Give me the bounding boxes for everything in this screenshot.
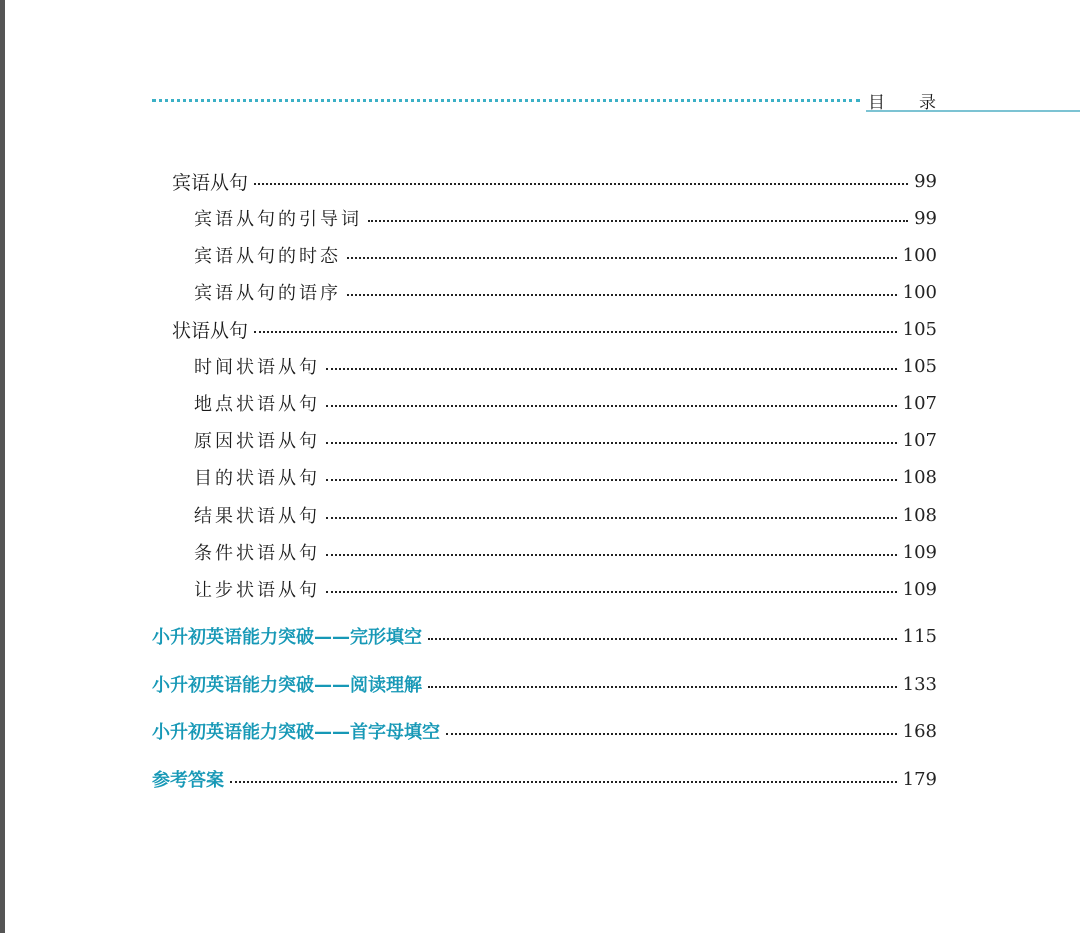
toc-dot-leader xyxy=(326,442,897,444)
toc-entry-title: 结果状语从句 xyxy=(194,506,320,527)
toc-entry-title: 小升初英语能力突破——阅读理解 xyxy=(152,675,422,696)
toc-entry[interactable] xyxy=(194,277,937,307)
toc-entry-title: 小升初英语能力突破——首字母填空 xyxy=(152,722,440,743)
toc-entry-page: 105 xyxy=(902,355,937,377)
toc-dot-leader xyxy=(446,733,897,735)
toc-entry-page: 109 xyxy=(902,578,937,600)
toc-entry-page: 100 xyxy=(902,281,937,303)
toc-section-entry[interactable] xyxy=(152,669,937,699)
toc-entry-title: 原因状语从句 xyxy=(194,431,320,452)
header-underline xyxy=(866,110,1080,112)
toc-entry[interactable] xyxy=(194,574,937,604)
toc-entry-title: 宾语从句的语序 xyxy=(194,283,341,304)
toc-entry-page: 108 xyxy=(902,504,937,526)
toc-entry-page: 179 xyxy=(902,768,937,790)
toc-dot-leader xyxy=(428,686,897,688)
toc-entry-title: 目的状语从句 xyxy=(194,468,320,489)
header-title-char-2: 录 xyxy=(919,93,970,113)
toc-section-entry[interactable] xyxy=(152,716,937,746)
page-header xyxy=(152,88,1080,114)
toc-entry-title: 小升初英语能力突破——完形填空 xyxy=(152,627,422,648)
toc-dot-leader xyxy=(428,638,897,640)
toc-entry-page: 133 xyxy=(902,673,937,695)
toc-entry[interactable] xyxy=(172,166,937,196)
toc-entry[interactable] xyxy=(194,240,937,270)
toc-dot-leader xyxy=(230,781,897,783)
toc-entry-page: 105 xyxy=(902,318,937,340)
toc-entry-page: 107 xyxy=(902,429,937,451)
toc-entry-title: 参考答案 xyxy=(152,770,224,791)
toc-entry[interactable] xyxy=(194,537,937,567)
toc-entry[interactable] xyxy=(194,388,937,418)
toc-entry-page: 168 xyxy=(902,720,937,742)
toc-entry-title: 宾语从句的时态 xyxy=(194,246,341,267)
header-title-char-1: 目 xyxy=(868,93,919,113)
toc-entry-page: 107 xyxy=(902,392,937,414)
toc-dot-leader xyxy=(254,331,897,333)
toc-dot-leader xyxy=(326,479,897,481)
toc-dot-leader xyxy=(326,517,897,519)
toc-entry-title: 地点状语从句 xyxy=(194,394,320,415)
toc-entry-page: 99 xyxy=(914,170,937,192)
toc-dot-leader xyxy=(347,294,897,296)
toc-entry-page: 108 xyxy=(902,466,937,488)
toc-entry-title: 状语从句 xyxy=(172,319,249,342)
toc-dot-leader xyxy=(368,220,908,222)
toc-entry-page: 115 xyxy=(902,625,937,647)
header-dotted-rule xyxy=(152,99,860,102)
toc-entry[interactable] xyxy=(172,314,937,344)
toc-entry[interactable] xyxy=(194,351,937,381)
toc-entry-title: 宾语从句 xyxy=(172,171,249,194)
toc-dot-leader xyxy=(347,257,897,259)
toc-dot-leader xyxy=(326,554,897,556)
toc-entry-title: 宾语从句的引导词 xyxy=(194,209,362,230)
toc-entry-title: 时间状语从句 xyxy=(194,357,320,378)
toc-entry[interactable] xyxy=(194,203,937,233)
toc-entry-page: 99 xyxy=(914,207,937,229)
toc-dot-leader xyxy=(254,183,908,185)
toc-section-entry[interactable] xyxy=(152,764,937,794)
toc-entry[interactable] xyxy=(194,500,937,530)
toc-entry-title: 让步状语从句 xyxy=(194,580,320,601)
page-left-edge xyxy=(0,0,5,933)
toc-section-entry[interactable] xyxy=(152,621,937,651)
toc-dot-leader xyxy=(326,368,897,370)
toc-dot-leader xyxy=(326,405,897,407)
toc-entry-title: 条件状语从句 xyxy=(194,543,320,564)
toc-entry[interactable] xyxy=(194,462,937,492)
toc-entry-page: 100 xyxy=(902,244,937,266)
toc-entry[interactable] xyxy=(194,425,937,455)
toc-entry-page: 109 xyxy=(902,541,937,563)
toc-dot-leader xyxy=(326,591,897,593)
